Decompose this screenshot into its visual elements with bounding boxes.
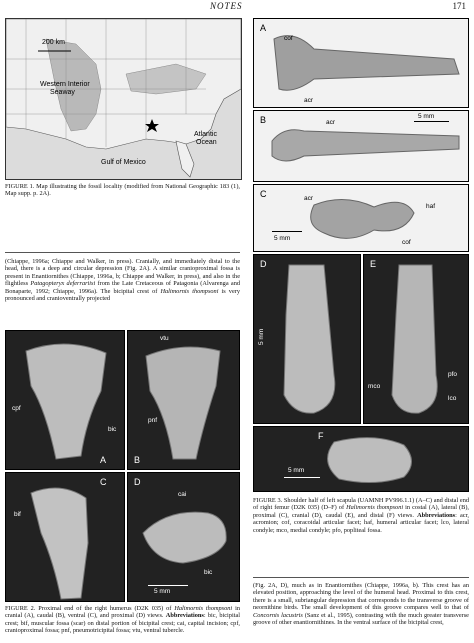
humerus-caudal-view <box>128 331 240 470</box>
figure-3-scale-label-f: 5 mm <box>288 467 305 474</box>
figure-2-panel-d <box>127 472 240 602</box>
figure-3-label-a: A <box>260 23 267 33</box>
left-body-text <box>5 258 240 302</box>
figure-2-panel-c <box>5 472 125 602</box>
figure-2-caption-text-1: Proximal end of the right humerus (D2K 035) of <box>38 605 175 612</box>
humerus-cranial-view <box>6 331 125 470</box>
left-text-italic-2: Halimornis thompsoni <box>160 287 219 295</box>
figure-3-panel-b <box>253 110 469 182</box>
figure-3-caption <box>253 497 469 534</box>
map-label-atlantic: Atlantic <box>194 131 217 138</box>
annotation-bic: bic <box>108 426 117 433</box>
figure-2-panel-b <box>127 330 240 470</box>
figure-2-label-c: C <box>100 477 107 487</box>
right-text-italic: Concornis lacustris <box>253 611 303 619</box>
map-label-gulf: Gulf of Mexico <box>101 159 146 166</box>
map-label-ocean: Ocean <box>196 139 217 146</box>
humerus-ventral-view <box>6 473 125 602</box>
figure-2-scale-bar <box>148 585 188 586</box>
scapula-costal-view <box>254 19 469 108</box>
figure-3-scale-label-d: 5 mm <box>258 328 265 345</box>
annotation-mco: mco <box>368 383 381 390</box>
annotation-cof-a: cof <box>284 35 293 42</box>
figure-3-caption-italic: Halimornis thompsoni <box>346 504 404 512</box>
figure-2-label-d: D <box>134 477 141 487</box>
annotation-acr-b: acr <box>326 119 336 126</box>
figure-1-label: FIGURE 1. <box>5 183 35 190</box>
annotation-bic-d: bic <box>204 569 213 576</box>
figure-2-caption <box>5 605 240 635</box>
figure-3-caption-text-1: Shoulder half of left scapula (UAMNH PV996.1.1) (A–C) and distal end of right femur (D2K 035) (D–F) of <box>253 497 470 512</box>
figure-3-label-c: C <box>260 189 267 199</box>
page-number: 171 <box>452 1 466 11</box>
figure-3-panel-c <box>253 184 469 252</box>
figure-3-scale-bar-b <box>414 121 449 122</box>
figure-3-caption-text-3: : acr, acromion; cof, coracoidal articular facet; haf, humeral articular facet; lco, lateral condyle; mco, medial condyle; pfo, popliteal fossa. <box>253 511 469 534</box>
left-text-part-2: from the Late Cretaceous of Patagonia (Alvarenga and Bonaparte, 1992; Chiappe, 1996a). The bicipital crest of <box>5 280 240 295</box>
figure-1-text: Map illustrating the fossil locality (modified from National Geographic 183 (1), Map supp. p. 2A). <box>5 183 240 198</box>
right-text-part-2: (Sanz et al., 1995), contrasting with the much greater transverse groove of other enantiornithines. In the ventral surface of the bicipital crest, <box>253 611 469 627</box>
femur-cranial-view <box>254 255 361 424</box>
figure-2-label-b: B <box>134 455 141 465</box>
annotation-cai: cai <box>178 491 187 498</box>
figure-2-caption-text-2: in cranial (A), caudal (B), ventral (C), and proximal (D) views. <box>5 605 240 620</box>
left-text-part-1: (Chiappe, 1996a; Chiappe and Walker, in press). Cranially, and immediately distal to the head, there is a deep and circular depression (Fig. 2A). A similar cranioproximal fossa is present in Enantiornithes (Chiappe, 1996a, b; Chiappe and Walker, in press), and also in the flightless <box>5 258 240 288</box>
figure-3-panel-e <box>363 254 469 424</box>
left-text-part-3: is very pronounced and cranioventrally projected <box>5 287 240 303</box>
figure-3-panel-f <box>253 426 469 492</box>
figure-3-panel-d <box>253 254 361 424</box>
left-text-italic-1: Patagopteryx deferrariisi <box>30 280 96 288</box>
annotation-haf: haf <box>426 203 436 210</box>
annotation-cpf: cpf <box>12 405 21 412</box>
annotation-vtu: vtu <box>160 335 169 342</box>
figure-3-label: FIGURE 3. <box>253 497 283 504</box>
figure-2-scale-label: 5 mm <box>154 588 171 595</box>
femur-distal-view <box>254 427 469 492</box>
figure-2-panel-a <box>5 330 125 470</box>
annotation-lco: lco <box>448 395 457 402</box>
figure-1-map <box>5 18 242 180</box>
figure-3-caption-text-2: in costal (A), lateral (B), proximal (C), cranial (D), caudal (E), and distal (F) views. <box>253 504 469 519</box>
running-head: NOTES <box>210 1 243 11</box>
figure-3-label-b: B <box>260 115 267 125</box>
annotation-acr-c: acr <box>304 195 314 202</box>
figure-3-scale-bar-c <box>272 231 302 232</box>
annotation-acr-a: acr <box>304 97 314 104</box>
map-scale-label: 200 km <box>42 39 65 46</box>
figure-2-label-a: A <box>100 455 107 465</box>
annotation-pfo: pfo <box>448 371 458 378</box>
map-label-seaway: Seaway <box>50 89 75 96</box>
caption-rule-1 <box>5 252 240 253</box>
figure-3-label-f: F <box>318 431 324 441</box>
figure-3-scale-label-c: 5 mm <box>274 235 291 242</box>
figure-2-caption-italic: Halimornis thompsoni <box>174 605 233 612</box>
figure-2-abbreviations-label: Abbreviations <box>165 612 204 620</box>
figure-3-scale-bar-f <box>284 477 320 478</box>
annotation-pnf: pnf <box>148 417 158 424</box>
caption-rule-3 <box>253 577 469 578</box>
figure-3-scale-label-b: 5 mm <box>418 113 435 120</box>
figure-2-caption-text-3: : bic, bicipital crest; bif, muscular fossa (scar) on distal portion of bicipital crest; cai, capital incision; cpf, cranioproximal fossa; pnf, pneumotricipital fossa; vtu, ventral tubercle. <box>5 612 240 635</box>
annotation-bif: bif <box>14 511 21 518</box>
right-text-part-1: (Fig. 2A, D), much as in Enantiornithes (Chiappe, 1996a, b). This crest has an elevated position, approaching the level of the humeral head. Proximal to this crest, there is a small, subriangular depression that corresponds to the transverse groove of neornithine birds. The small development of this groove compares well to that of <box>253 582 469 612</box>
figure-3-label-e: E <box>370 259 377 269</box>
figure-3-label-d: D <box>260 259 267 269</box>
annotation-cof-c: cof <box>402 239 411 246</box>
figure-2-label: FIGURE 2. <box>5 605 36 612</box>
figure-3-abbreviations-label: Abbreviations <box>417 511 456 519</box>
map-label-western-interior: Western Interior <box>40 81 90 88</box>
right-body-text <box>253 582 469 626</box>
figure-1-caption <box>5 183 240 198</box>
figure-3-panel-a <box>253 18 469 108</box>
